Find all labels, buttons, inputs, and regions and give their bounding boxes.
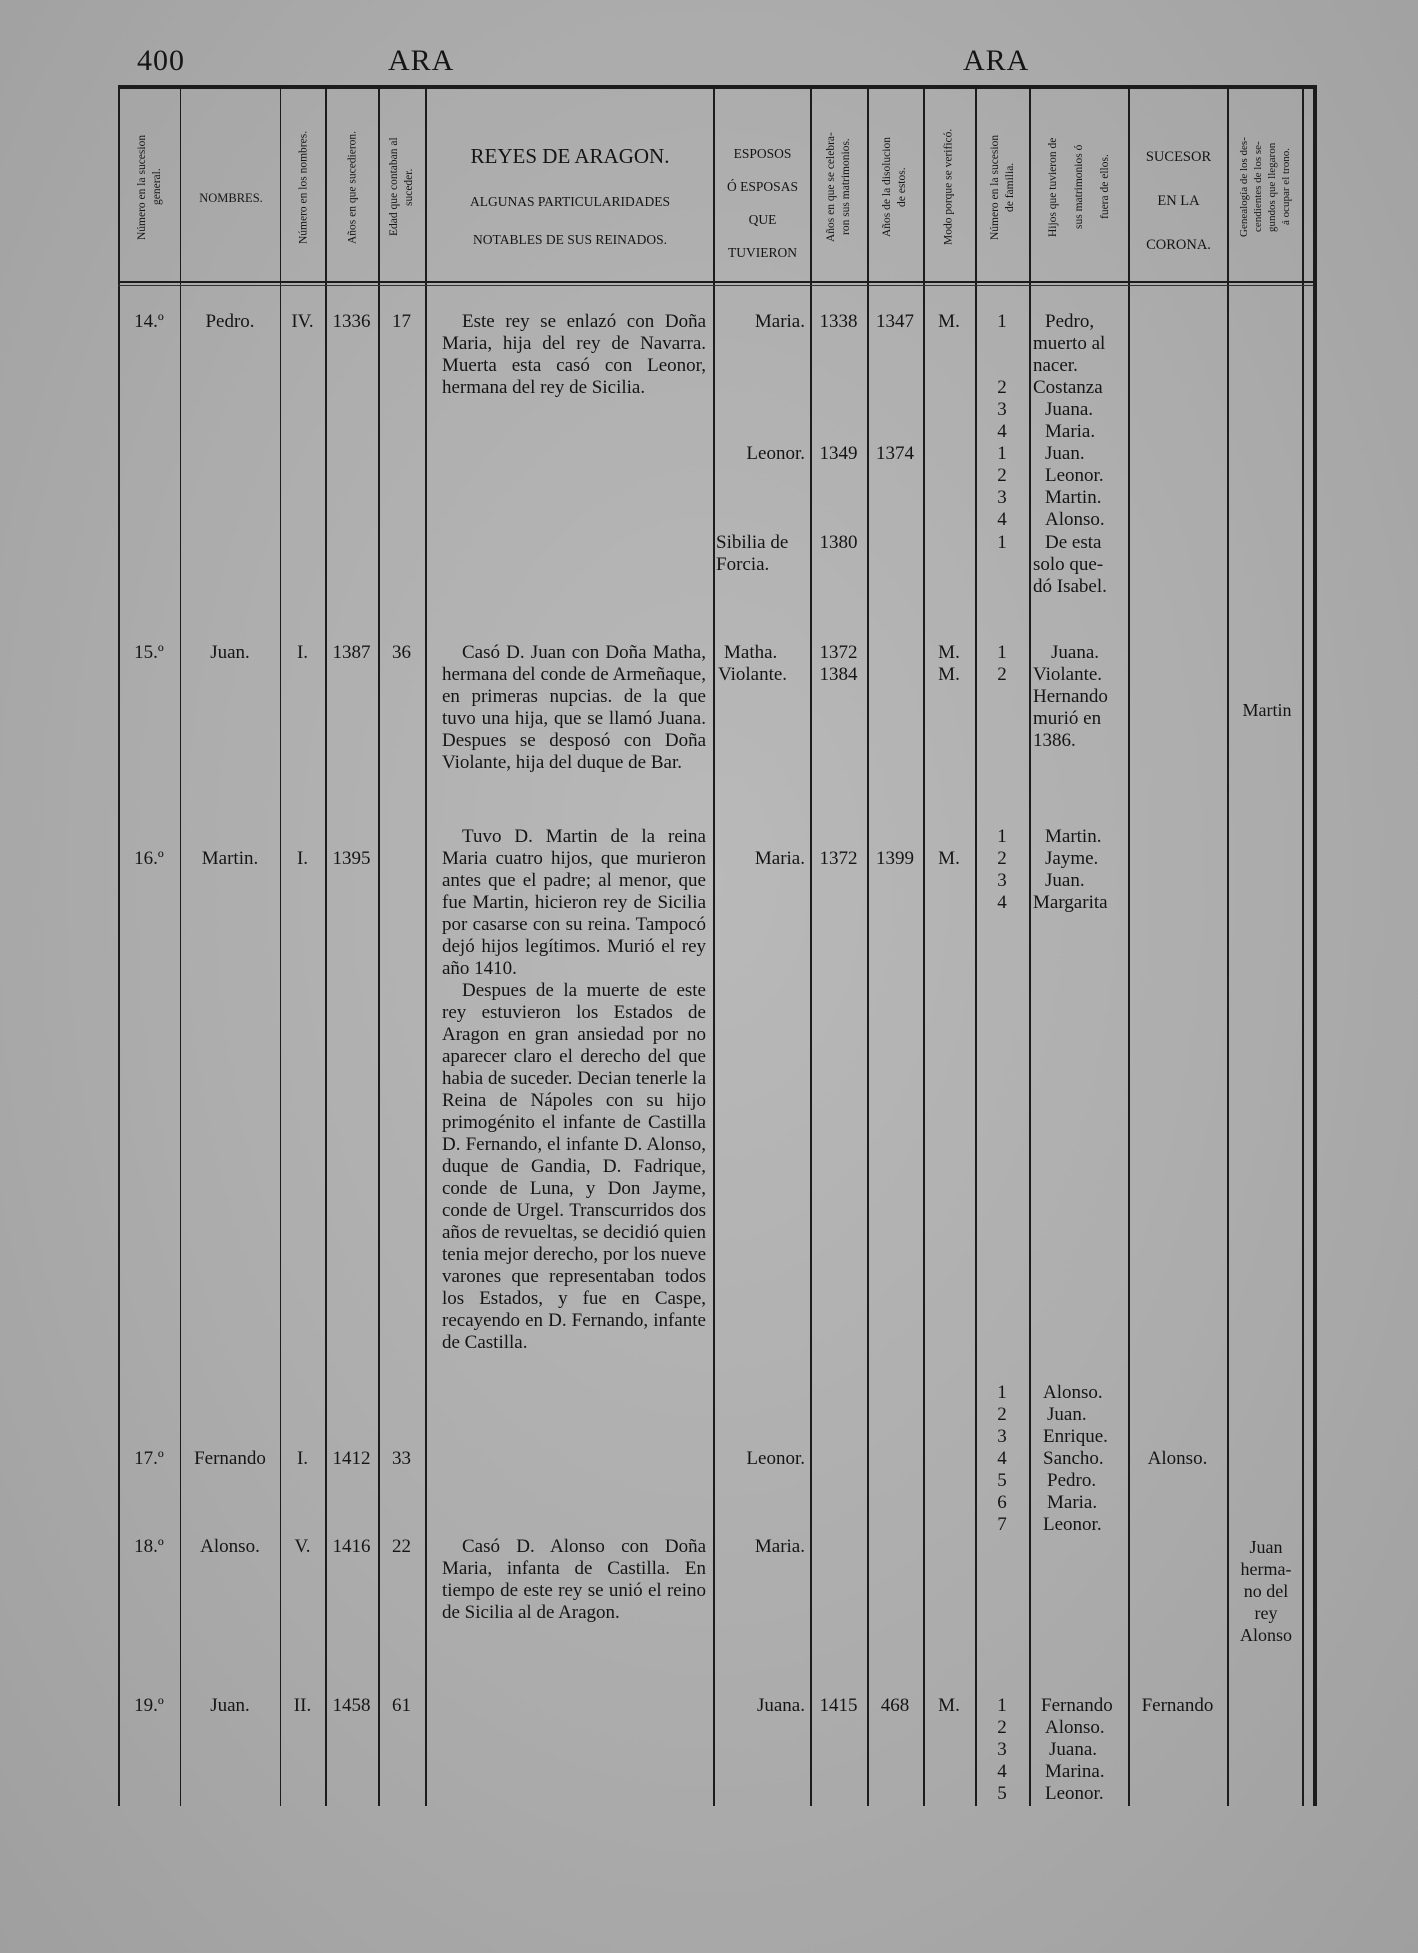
marriage-year: 1338 (819, 311, 858, 332)
king-ordinal: 17.º (134, 1448, 164, 1469)
king-numeral: II. (293, 1695, 312, 1716)
child-number: 6 (997, 1492, 1007, 1513)
child-number: 5 (997, 1470, 1007, 1491)
dissolution-mode: M. (938, 1695, 960, 1716)
child-name: 1386. (1033, 730, 1076, 751)
page-number: 400 (137, 44, 185, 77)
king-name: Juan. (210, 1695, 250, 1716)
king-accession-year: 1387 (332, 642, 371, 663)
spouse-name-line: Sibilia de (716, 532, 789, 553)
child-number: 4 (997, 509, 1007, 530)
child-number: 5 (997, 1783, 1007, 1804)
genealogy-line: Juan (1249, 1537, 1283, 1557)
child-number: 3 (997, 870, 1007, 891)
dissolution-mode: M. (938, 664, 960, 685)
spouse-name: Maria. (754, 311, 805, 332)
children-names (1033, 642, 1128, 752)
child-name: Juana. (1051, 642, 1100, 663)
child-name: Leonor. (1045, 1783, 1104, 1804)
child-name: dó Isabel. (1033, 576, 1107, 597)
child-number: 1 (997, 1382, 1007, 1403)
child-number (975, 355, 1029, 377)
children-numbers (975, 1695, 1029, 1805)
king-accession-year: 1412 (332, 1448, 371, 1469)
header-reyes-sub1: ALGUNAS PARTICULARIDADES (469, 194, 671, 209)
header-anos-sucedieron: Años en que sucedieron. (346, 130, 359, 244)
genealogy-line: no del (1243, 1581, 1289, 1601)
king-age: 22 (392, 1536, 411, 1557)
king-age: 17 (392, 311, 411, 332)
child-number: 3 (997, 1739, 1007, 1760)
header-anos-celebraron: Años en que se celebra- ron sus matrimonios. (825, 132, 852, 242)
child-name: Maria. (1047, 1492, 1098, 1513)
notes-paragraph: Despues de la muerte de este rey estuvieron los Estados de Aragon en gran ansiedad por no aparecer claro el derecho del que habia de suceder. Decian tenerle la Reina de Nápoles con su hijo primogénito el infante de Castilla D. Fernando, el infante D. Alonso, duque de Gandia, D. Fadrique, conde de Luna, y Don Jayme, conde de Urgel. Transcurridos dos años de revueltas, se decidió quien tenia mejor derecho, por los nueve varones que representaban todos los Estados, y fue en Caspe, recayendo en D. Fernando, infante de Castilla. (442, 980, 706, 1353)
child-name: muerto al (1033, 333, 1106, 354)
child-number: 1 (997, 532, 1007, 553)
spouse-name: Leonor. (746, 443, 805, 464)
child-name: solo que- (1033, 554, 1104, 575)
child-number (975, 333, 1029, 355)
child-name: Enrique. (1043, 1426, 1108, 1447)
child-name: Juan. (1045, 870, 1085, 891)
child-number: 2 (997, 848, 1007, 869)
child-number: 7 (997, 1514, 1007, 1535)
dissolution-year: 468 (880, 1695, 910, 1716)
genealogy-line: herma- (1240, 1559, 1292, 1579)
kings-table (118, 85, 1317, 1806)
king-numeral: I. (296, 848, 309, 869)
running-head-left: ARA (388, 44, 455, 77)
header-modo: Modo porque se verificó. (942, 128, 955, 246)
king-accession-year: 1336 (332, 311, 371, 332)
dissolution-mode: M. (938, 311, 960, 332)
spouse-name: Leonor. (746, 1448, 805, 1469)
children-names (1045, 443, 1128, 531)
marriage-years (810, 642, 867, 686)
king-accession-year: 1458 (332, 1695, 371, 1716)
king-ordinal: 18.º (134, 1536, 164, 1557)
children-numbers (975, 826, 1029, 914)
child-name: Fernando (1041, 1695, 1113, 1716)
successor: Alonso. (1147, 1448, 1208, 1469)
marriage-year: 1349 (819, 443, 858, 464)
child-number: 1 (997, 1695, 1007, 1716)
column-rule (867, 89, 869, 1806)
child-name: Juan. (1047, 1404, 1087, 1425)
marriage-year: 1380 (819, 532, 858, 553)
child-number: 2 (997, 1404, 1007, 1425)
children-names (1033, 311, 1128, 443)
child-name: Alonso. (1043, 1382, 1103, 1403)
genealogy-line: Alonso (1239, 1625, 1292, 1645)
child-number: 3 (997, 1426, 1007, 1447)
king-age: 61 (392, 1695, 411, 1716)
child-name: murió en (1033, 708, 1102, 729)
header-edad: Edad que contaban al suceder. (388, 137, 415, 237)
child-number: 4 (997, 1448, 1007, 1469)
column-rule (425, 89, 427, 1806)
header-num-familia: Número en la sucesion de familia. (989, 134, 1016, 240)
children-names (1041, 1695, 1128, 1805)
child-number: 1 (997, 826, 1007, 847)
dissolution-year: 1399 (876, 848, 914, 869)
children-numbers (975, 1382, 1029, 1536)
dissolution-mode: M. (938, 642, 960, 663)
dissolution-mode: M. (938, 848, 960, 869)
king-numeral: V. (294, 1536, 311, 1557)
column-rule (1029, 89, 1031, 1806)
child-name: Violante. (1033, 664, 1103, 685)
spouse-name: Maria. (754, 1536, 805, 1557)
header-reyes-title: REYES DE ARAGON. (470, 144, 670, 168)
king-notes (442, 311, 706, 399)
king-age: 36 (392, 642, 411, 663)
child-name: Leonor. (1043, 1514, 1102, 1535)
header-rule (118, 281, 1313, 283)
child-name: Martin. (1045, 487, 1102, 508)
header-esposos: ESPOSOS Ó ESPOSAS QUE TUVIERON (727, 146, 798, 260)
king-ordinal: 19.º (134, 1695, 164, 1716)
spouse-name (716, 532, 808, 576)
king-numeral: I. (296, 642, 309, 663)
king-notes (442, 1536, 706, 1624)
dissolution-year: 1374 (876, 443, 914, 464)
spouse-name: Violante. (718, 664, 788, 685)
king-name: Pedro. (205, 311, 255, 332)
child-number: 1 (997, 642, 1007, 663)
child-number: 2 (997, 664, 1007, 685)
child-name: Pedro. (1047, 1470, 1097, 1491)
king-numeral: I. (296, 1448, 309, 1469)
king-accession-year: 1395 (332, 848, 371, 869)
running-head-right: ARA (963, 44, 1030, 77)
child-number: 1 (997, 443, 1007, 464)
child-name: Jayme. (1045, 848, 1099, 869)
header-num-general: Número en la sucesion general. (136, 134, 163, 240)
genealogy-entry (1229, 1536, 1303, 1646)
king-accession-year: 1416 (332, 1536, 371, 1557)
marriage-year: 1415 (819, 1695, 858, 1716)
child-number: 2 (997, 465, 1007, 486)
child-name: Sancho. (1043, 1448, 1104, 1469)
header-rule (118, 285, 1313, 286)
header-reyes-sub2: NOTABLES DE SUS REINADOS. (473, 232, 667, 247)
child-number: 2 (997, 377, 1007, 398)
king-ordinal: 14.º (134, 311, 164, 332)
header-hijos: Hijos que tuvieron de sus matrimonios ó fuera de ellos. (1047, 137, 1111, 237)
child-name: Juana. (1045, 399, 1094, 420)
header-num-nombres: Número en los nombres. (297, 130, 310, 244)
king-name: Fernando (194, 1448, 266, 1469)
column-rule (923, 89, 925, 1806)
marriage-year: 1372 (819, 848, 858, 869)
notes-paragraph: Casó D. Alonso con Doña Maria, infanta de Castilla. En tiempo de este rey se unió el reino de Sicilia al de Aragon. (442, 1536, 706, 1623)
children-numbers (975, 532, 1029, 554)
king-name: Juan. (210, 642, 250, 663)
king-numeral: IV. (291, 311, 314, 332)
child-name: Martin. (1045, 826, 1102, 847)
king-notes (442, 826, 706, 1354)
spouse-names (718, 642, 808, 686)
king-age: 33 (392, 1448, 411, 1469)
king-ordinal: 15.º (134, 642, 164, 663)
child-name: Marina. (1045, 1761, 1105, 1782)
children-numbers (975, 443, 1029, 531)
genealogy-line: rey (1254, 1603, 1278, 1623)
child-name: Alonso. (1045, 509, 1105, 530)
spouse-name: Maria. (754, 848, 805, 869)
marriage-year: 1372 (819, 642, 858, 663)
child-name: nacer. (1033, 355, 1078, 376)
child-name: Juan. (1045, 443, 1085, 464)
children-names (1033, 532, 1128, 598)
column-rule (1128, 89, 1130, 1806)
child-name: Costanza (1033, 377, 1103, 398)
header-anos-disolucion: Años de la disolucion de estos. (881, 137, 908, 237)
header-sucesor: SUCESOR EN LA CORONA. (1145, 149, 1212, 253)
spouse-name: Juana. (756, 1695, 805, 1716)
child-name: Pedro, (1045, 311, 1095, 332)
child-name: Maria. (1045, 421, 1096, 442)
child-number: 4 (997, 421, 1007, 442)
child-name: Leonor. (1045, 465, 1104, 486)
spouse-name: Matha. (724, 642, 778, 663)
child-name: Hernando (1033, 686, 1108, 707)
notes-paragraph: Tuvo D. Martin de la reina Maria cuatro hijos, que murieron antes que el padre; al menor, que fue Martin, hicieron rey de Sicilia por casarse con su reina. Tampocó dejó hijos legítimos. Murió el rey año 1410. (442, 826, 706, 979)
children-numbers (975, 642, 1029, 686)
child-number: 1 (997, 311, 1007, 332)
child-number: 4 (997, 1761, 1007, 1782)
children-names (1043, 1382, 1128, 1536)
child-number: 2 (997, 1717, 1007, 1738)
king-name: Alonso. (200, 1536, 260, 1557)
child-name: De esta (1045, 532, 1102, 553)
king-ordinal: 16.º (134, 848, 164, 869)
king-name: Martin. (201, 848, 259, 869)
children-names (1033, 826, 1128, 914)
header-nombres: NOMBRES. (199, 191, 263, 205)
children-numbers (975, 311, 1029, 443)
child-number: 3 (997, 399, 1007, 420)
column-rule (810, 89, 812, 1806)
spouse-name-line: Forcia. (716, 554, 770, 575)
king-notes (442, 642, 706, 774)
child-name: Alonso. (1045, 1717, 1105, 1738)
header-genealogia: Genealogía de los des- cendientes de los se- gundos que llegaron á ocupar el trono. (1238, 137, 1292, 237)
child-number: 4 (997, 892, 1007, 913)
dissolution-year: 1347 (876, 311, 914, 332)
child-name: Margarita (1033, 892, 1108, 913)
child-number: 3 (997, 487, 1007, 508)
marriage-year: 1384 (819, 664, 858, 685)
child-name: Juana. (1049, 1739, 1098, 1760)
dissolution-modes (923, 642, 975, 686)
genealogy-entry: Martin (1242, 700, 1292, 720)
notes-paragraph: Casó D. Juan con Doña Matha, hermana del conde de Armeñaque, en primeras nupcias. de la que tuvo una hija, que se llamó Juana. Despues se desposó con Doña Violante, hija del duque de Bar. (442, 642, 706, 773)
notes-paragraph: Este rey se enlazó con Doña Maria, hija del rey de Navarra. Muerta esta casó con Leonor, hermana del rey de Sicilia. (442, 311, 706, 398)
successor: Fernando (1141, 1695, 1214, 1716)
